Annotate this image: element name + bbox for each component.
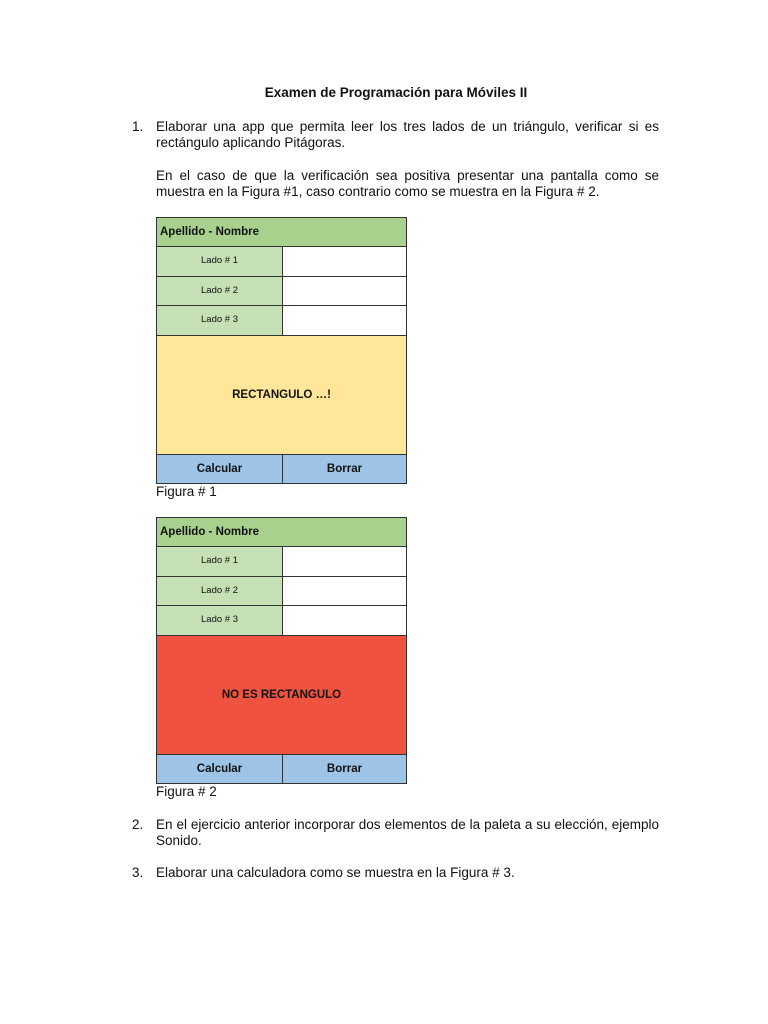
item-2-text: En el ejercicio anterior incorporar dos elementos de la paleta a su elección, ejemplo Sonido. [156, 817, 659, 848]
figure-2-label-lado-3: Lado # 3 [157, 606, 283, 635]
figure-2-row-lado-2 [157, 577, 406, 607]
item-3-number: 3. [132, 865, 144, 880]
figure-2-calcular-button[interactable]: Calcular [157, 755, 283, 783]
figure-2-input-lado-2[interactable] [283, 577, 406, 606]
figure-1-row-lado-2 [157, 277, 406, 307]
figure-2-result-text: NO ES RECTANGULO [221, 689, 342, 701]
figure-1-label-lado-1: Lado # 1 [157, 247, 283, 276]
figure-1-header: Apellido - Nombre [157, 218, 406, 247]
figure-2-row-lado-3 [157, 606, 406, 636]
figure-2-result-panel [157, 636, 406, 755]
figure-2-caption: Figura # 2 [156, 784, 217, 799]
figure-2-mockup [156, 517, 407, 784]
figure-1-calcular-button[interactable]: Calcular [157, 455, 283, 483]
figure-1-label-lado-3: Lado # 3 [157, 306, 283, 335]
figure-1-result-panel [157, 336, 406, 455]
figure-1-input-lado-3[interactable] [283, 306, 406, 335]
figure-1-label-lado-2: Lado # 2 [157, 277, 283, 306]
figure-2-label-lado-2: Lado # 2 [157, 577, 283, 606]
document-title: Examen de Programación para Móviles II [264, 85, 528, 100]
item-1-number: 1. [132, 119, 144, 134]
figure-1-mockup [156, 217, 407, 484]
figure-2-row-lado-1 [157, 547, 406, 577]
figure-1-input-lado-2[interactable] [283, 277, 406, 306]
figure-2-input-lado-1[interactable] [283, 547, 406, 576]
figure-2-header: Apellido - Nombre [157, 518, 406, 547]
figure-1-caption: Figura # 1 [156, 484, 217, 499]
figure-2-borrar-button[interactable]: Borrar [283, 755, 406, 783]
figure-1-borrar-button[interactable]: Borrar [283, 455, 406, 483]
figure-1-input-lado-1[interactable] [283, 247, 406, 276]
item-3-text: Elaborar una calculadora como se muestra en la Figura # 3. [156, 865, 515, 880]
item-1-text: Elaborar una app que permita leer los tres lados de un triángulo, verificar si es rectángulo aplicando Pitágoras. [156, 119, 659, 150]
item-2-number: 2. [132, 817, 144, 832]
figure-2-input-lado-3[interactable] [283, 606, 406, 635]
figure-2-label-lado-1: Lado # 1 [157, 547, 283, 576]
figure-1-row-lado-1 [157, 247, 406, 277]
figure-1-result-text: RECTANGULO …! [232, 389, 331, 401]
item-1-paragraph-2: En el caso de que la verificación sea positiva presentar una pantalla como se muestra en la Figura #1, caso contrario como se muestra en la Figura # 2. [156, 168, 659, 199]
figure-1-row-lado-3 [157, 306, 406, 336]
